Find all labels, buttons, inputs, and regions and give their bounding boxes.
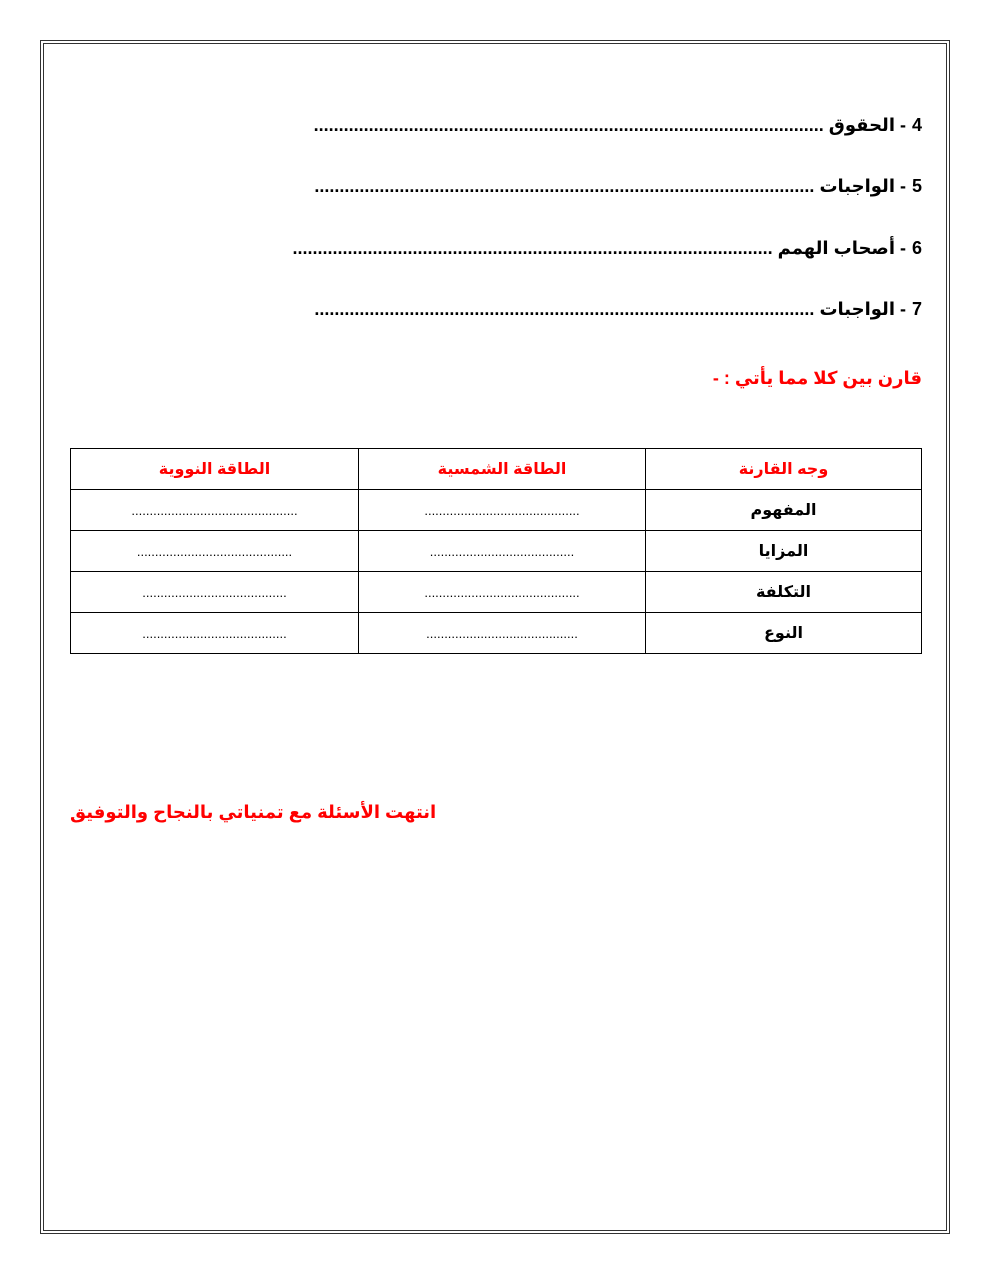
definition-term: - الواجبات xyxy=(819,176,906,196)
nuclear-answer-blank[interactable]: ........................................ xyxy=(71,572,359,613)
answer-blank[interactable]: ...................................................................................................... xyxy=(313,115,824,135)
definition-number: 7 xyxy=(911,299,922,319)
definition-number: 6 xyxy=(911,238,922,258)
closing-message: انتهت الأسئلة مع تمنياتي بالنجاح والتوفيق xyxy=(70,802,437,822)
nuclear-answer-blank[interactable]: .............................................. xyxy=(71,490,359,531)
definition-number: 4 xyxy=(911,115,922,135)
solar-answer-blank[interactable]: ........................................... xyxy=(359,572,646,613)
table-row xyxy=(71,490,922,531)
solar-answer-blank[interactable]: ........................................... xyxy=(359,490,646,531)
nuclear-answer-blank[interactable]: ........................................... xyxy=(71,531,359,572)
table-row xyxy=(71,572,922,613)
header-aspect: وجه القارنة xyxy=(646,449,922,490)
definition-term: - الحقوق xyxy=(828,115,906,135)
definition-item xyxy=(220,174,922,198)
definition-item xyxy=(220,113,922,137)
comparison-table xyxy=(70,448,922,654)
table-row xyxy=(71,531,922,572)
answer-blank[interactable]: ................................................................................................ xyxy=(292,238,773,258)
compare-heading: قارن بين كلا مما يأتي : - xyxy=(712,368,922,388)
solar-answer-blank[interactable]: .......................................... xyxy=(359,613,646,654)
definition-number: 5 xyxy=(911,176,922,196)
definition-term: - أصحاب الهمم xyxy=(777,238,906,258)
row-aspect: المفهوم xyxy=(646,490,922,531)
row-aspect: التكلفة xyxy=(646,572,922,613)
row-aspect: المزايا xyxy=(646,531,922,572)
table-header-row xyxy=(71,449,922,490)
row-aspect: النوع xyxy=(646,613,922,654)
table-row xyxy=(71,613,922,654)
nuclear-answer-blank[interactable]: ........................................ xyxy=(71,613,359,654)
answer-blank[interactable]: .................................................................................................... xyxy=(314,299,815,319)
header-solar: الطاقة الشمسية xyxy=(359,449,646,490)
header-nuclear: الطاقة النووية xyxy=(71,449,359,490)
definition-term: - الواجبات xyxy=(819,299,906,319)
solar-answer-blank[interactable]: ........................................ xyxy=(359,531,646,572)
definition-item xyxy=(220,236,922,260)
definition-item xyxy=(220,297,922,321)
answer-blank[interactable]: .................................................................................................... xyxy=(314,176,815,196)
